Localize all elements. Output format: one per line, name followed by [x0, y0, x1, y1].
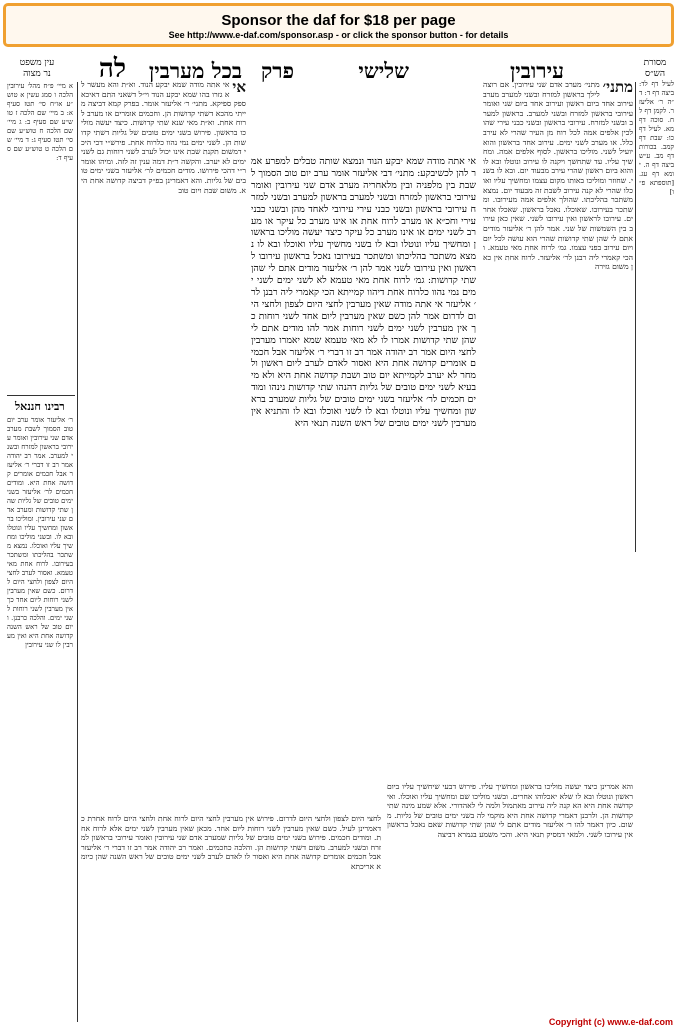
sponsor-banner[interactable]	[3, 3, 674, 47]
page-number: לה	[98, 54, 126, 84]
ein-mishpat-text: א מיי׳ פ״ח מהל׳ עירובין הלכה ו סמג עשין א טוש״ע או״ח סי׳ תטז סעיף א: ב מיי׳ שם הלכה ז טוש״ע שם סעיף ב: ג מיי׳ שם הלכה ח טוש״ע שם סי׳ תטז סעיף ג: ד מיי׳ שם הלכה ט טוש״ע שם סעיף ד:	[7, 82, 73, 162]
rabbeinu-chananel-title: רבינו חננאל	[15, 400, 65, 413]
gemara-text: אי אתה מודה שמא יבקע הנוד ונמצא שותה טבלים למפרע אמר להן לכשיבקע: מתני׳ דבי אליעזר אומר ערב יום טוב הסמוך לשבת בין מלפניה ובין מלאחריה מערב אדם שני עירובין ואומר עירובי בראשון למזרח ובשני למערב בראשון למערב ובשני למזרח עירובי בראשון ובשני כבני עירי עירובי לאחד מהן ובשני כבני עירי וחכ״א או מערב לרוח אחת או אינו מערב כל עיקר או מערב לשני ימים או אינו מערב כל עיקר כיצד יעשה מוליכו בראשון ומחשיך עליו ונוטלו ובא לו בשני מחשיך עליו ואוכלו ובא לו נמצא משתכר בהליכתו ומשתכר בעירובו נאכל בראשון עירובו לראשון ואין עירובו לשני אמר להן ר׳ אליעזר מודים אתם לי שהן שתי קדושות: גמ׳ לרוח אחת מאי טעמא לא לשני ימים לשני ימים נמי נהוו כלרוח אחת דיהוו קמייתא הכי קאמרי ליה רבנן לר׳ אליעזר אי אתה מודה שאין מערבין לחצי היום לצפון ולחצי היום לדרום אמר להן כשם שאין מערבין ליום אחד לשני רוחות כך אין מערבין לשני ימים לשני רוחות אמר להו מודים אתם לי שהן שתי קדושות אמרו לו לא מאי טעמא שמא יאמרו מערבין לחצי היום אמר רב יהודה אמר רב זו דברי ר׳ אליעזר אבל חכמים אומרים קדושה אחת היא ואסור לאדם לערב ליום ראשון ולמחר לא יערב לקמייתא יום טוב ושבת קדושה אחת היא ולא מיבעיא לשני ימים טובים של גליות דהנהו שתי קדושות נינהו ומודים חכמים לר׳ אליעזר בשני ימים טובים של גליות שמערב בראשון ומחשיך עליו ונוטלו ובא לו לשני ואוכלו ובא לו והתניא אין מערבין לשני ימים טובים של ראש השנה תנאי היא	[251, 156, 476, 429]
sponsor-banner-title[interactable]: Sponsor the daf for $18 per page	[221, 12, 456, 29]
perek-word: פרק	[261, 58, 294, 83]
tosafot-commentary	[81, 80, 246, 810]
rashi-text: מתני׳ מערב אדם שני עירובין. אם רוצה לילך בראשון למזרח ובשני למערב מערב עירוב אחד ביום ראשון ועירוב אחד ביום שני ואומר עירובי בראשון למזרח ובשני למערב. בראשון למערב ובשני למזרח. עירובי בראשון ובשני כבני עירי שהולכין אלפים אמה לכל רוח מן העיר שהרי לא עירב כלל. או מערב לשני ימים. עירוב אחד בראשון והוא יועיל לשני. מוליכו בראשון. לסוף אלפים אמה. ומחשיך עליו. עד שתחשך ויקנה לו עירוב ונוטלו ובא לו והוא ביום ראשון שהרי עירב מבעוד יום. ובא לו בשני. שחוזר ומוליכו באותו מקום עצמו ומחשיך עליו ואוכלו שהרי לא קנה עירוב לשבת זה מבעוד יום. נמצא משתכר בהליכתו. שהולך אלפים אמה מעירובו. ומשתכר בעירובו. שאוכלו. נאכל בראשון. שאכלו אחרים. עירובו לראשון ואין עירובו לשני. שאין כאן עירוב בין השמשות של שני. אמר להן ר׳ אליעזר מודים אתם לי שהן שתי קדושות שהרי הוא עושה לכל יום ויום עירוב בפני עצמו. גמ׳ לרוח אחת מאי טעמא. והכי קאמרי ליה רבנן לר׳ אליעזר. לרוח אחת אין כאן משום גזירה	[483, 80, 633, 272]
left-column-rule	[77, 82, 78, 1022]
chananel-rule	[7, 395, 75, 396]
talmud-page	[5, 52, 674, 1012]
bottom-right-commentary: והא אמרינן כיצד יעשה מוליכו בראשון ומחשיך עליו. פירוש דבעי שיחשיך עליו ביום ראשון ונוטלו ובא לו שלא יאכלוהו אחרים. ובשני מוליכו שם ומחשיך עליו ואוכלו. ואי קדושה אחת היא הא קנה ליה עירוב מאתמול ולמה לי לאהדורי. אלא שמע מינה שתי קדושות הן. ולרבנן דאמרי קדושה אחת היא מוקמי לה בשני ימים טובים של גליות. משום. כיון דאמר להו ר׳ אליעזר מודים אתם לי שהן שתי קדושות שאם נאכל בראשון אין עירובו לשני. ולמאי דמסיק תנאי היא. והכי משמע בגמרא דביצה	[387, 782, 633, 839]
ein-mishpat-title: עין משפט נר מצוה	[19, 58, 55, 79]
tractate-name: עירובין	[509, 58, 564, 83]
sponsor-banner-subtitle[interactable]: See http://www.e-daf.com/sponsor.asp - or click the sponsor button - for details	[168, 30, 509, 40]
bottom-left-commentary: לחצי היום לצפון ולחצי היום לדרום. פירוש אין מערבין לחצי היום לרוח אחת ולחצי היום לרוח אחרת כדאמרינן לעיל. כשם שאין מערבין לשני רוחות ליום אחד. מכאן שאין מערבין לשני ימים אלא לרוח אחת. ומודים חכמים. פירוש בשני ימים טובים של גליות שמערב אדם שני עירובין ואומר עירובי בראשון למזרח ובשני למערב. משום דשתי קדושות הן. והלכה כחכמים. ואמר רב יהודה אמר רב זו דברי ר׳ אליעזר אבל חכמים אומרים קדושה אחת היא ואסור לו לאדם לערב לשני ימים טובים של ראש השנה שהן כיומא אריכתא	[81, 814, 381, 871]
rabbeinu-chananel-text: ר׳ אליעזר אומר ערב יום טוב הסמוך לשבת מערב אדם שני עירובין ואומר עירובי בראשון למזרח ובשני למערב. אמר רב יהודה אמר רב זו דברי ר׳ אליעזר אבל חכמים אומרים קדושה אחת היא. ומודים חכמים לר׳ אליעזר בשני ימים טובים של גליות שהן שתי קדושות ומערב אדם שני עירובין. ומוליכו בראשון ומחשיך עליו ונוטלו ובא לו. ובשני מוליכו ומחשיך עליו ואוכלו. נמצא משתכר בהליכתו ומשתכר בעירובו. לרוח אחת מאי טעמא. ואסור לערב לחצי היום לצפון ולחצי היום לדרום. כשם שאין מערבין לשני רוחות ליום אחד כך אין מערבין לשני רוחות לשני ימים. והלכה כרבנן. ויום טוב של ראש השנה קדושה אחת היא ואין מערבין לו שני עירובין	[7, 416, 73, 649]
copyright-notice: Copyright (c) www.e-daf.com	[548, 1017, 673, 1027]
right-column-rule	[635, 82, 636, 552]
masoret-hashas-text: לעיל דף לד: ביצה דף ד: ד״ה ר׳ אליעזר. לקמן דף לח. סוכה דף מא. לעיל דף כו: שבת דף קמב. בכורות דף מב. ע״ש ביצה דף ה. יומא דף עג. [תוספתא פ״ו]	[639, 80, 674, 196]
rashi-opening-word: מתני׳	[602, 80, 633, 96]
tosafot-opening-word: אי	[232, 80, 246, 96]
masoret-title: מסורת הש״ס	[643, 58, 667, 79]
chapter-name-text: בכל מערבין	[148, 58, 242, 83]
tosafot-text: אי אתה מודה שמא יבקע הנוד. וא״ת והא מעשר לא גזרו בהו שמא יבקע הנוד וי״ל דשאני התם דאיכא ספק ספיקא. מתני׳ ר׳ אליעזר אומר. בפרק קמא דביצה מייתי מהכא דשתי קדושות הן. וחכמים אומרים או מערב לרוח אחת. וא״ת מאי שנא שתי קדושות. כיצד יעשה מוליכו בראשון. פירוש בשני ימים טובים של גליות דשתי קדושות הן. לשני ימים נמי נהוו כלרוח אחת. פירש״י דכי היכי דמשום תקנת שבת אינו יכול לערב לשני רוחות גם לשני ימים לא יערב. והקשה ר״ת דמה ענין זה לזה. ומיהו אומר ר״י דהכי פירושו. מודים חכמים לר׳ אליעזר בשני ימים טובים של גליות. והא דאמרינן בפ״ק דביצה קדושה אחת היא. משום שבת ויום טוב	[81, 80, 246, 195]
rashi-commentary	[483, 80, 633, 780]
chapter-number-label: שלישי	[358, 58, 409, 83]
